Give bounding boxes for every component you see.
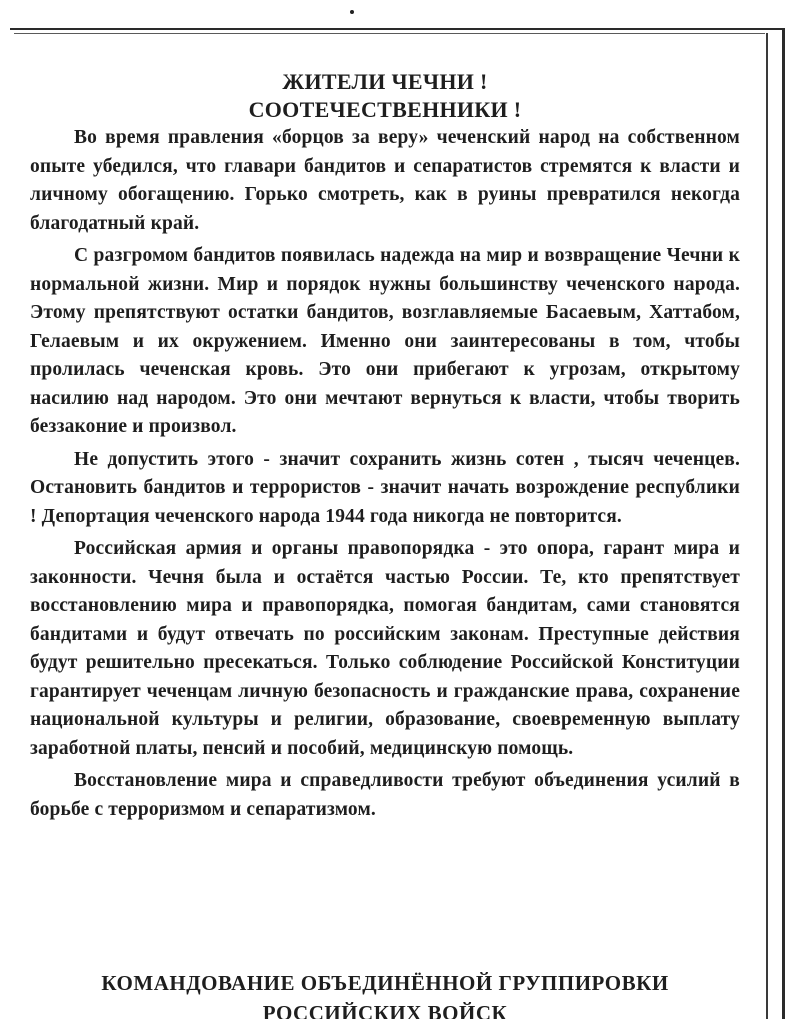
signature-line-2-container xyxy=(30,998,740,1019)
frame-border-right-inner xyxy=(766,33,768,1019)
print-speck xyxy=(350,10,354,14)
paragraph-2: С разгромом бандитов появилась надежда на мир и возвращение Чечни к нормальной жизни. Мир и порядок нужны большинству чеченского народа. Этому препятствуют остатки бандитов, возглавляемые Басаевым, Хаттабом, Гелаевым и их окружением. Именно они заинтересованы в том, чтобы пролилась чеченская кровь. Это они прибегают к угрозам, открытому насилию над народом. Это они мечтают вернуться к власти, чтобы творить беззаконие и произвол. xyxy=(30,245,740,437)
paragraph-5: Восстановление мира и справедливости требуют объединения усилий в борьбе с терроризмом и сепаратизмом. xyxy=(30,770,740,820)
leaflet-body xyxy=(30,68,740,824)
signature-line-2: РОССИЙСКИХ ВОЙСК xyxy=(262,1001,508,1019)
frame-border-right xyxy=(782,28,785,1019)
signature-line-1: КОМАНДОВАНИЕ ОБЪЕДИНЁННОЙ ГРУППИРОВКИ xyxy=(101,971,669,995)
paragraph-3: Не допустить этого - значит сохранить жизнь сотен , тысяч чеченцев. Остановить бандитов и террористов - значит начать возрождение республики ! Депортация чеченского народа 1944 года никогда не повторится. xyxy=(30,448,740,527)
heading-line-1: ЖИТЕЛИ ЧЕЧНИ ! xyxy=(282,69,488,94)
frame-border-top-inner xyxy=(14,33,765,34)
heading-line-2: СООТЕЧЕСТВЕННИКИ ! xyxy=(248,97,522,122)
paragraph-4: Российская армия и органы правопорядка - это опора, гарант мира и законности. Чечня была и остаётся частью России. Те, кто препятствует восстановлению мира и правопорядка, помогая бандитам, сами становятся бандитами и будут отвечать по российским законам. Преступные действия будут решительно пресекаться. Только соблюдение Российской Конституции гарантирует чеченцам личную безопасность и гражданские права, сохранение национальной культуры и религии, образование, своевременную выплату заработной платы, пенсий и пособий, медицинскую помощь. xyxy=(30,538,740,759)
frame-border-top xyxy=(10,28,785,30)
paragraph-1: Во время правления «борцов за веру» чеченский народ на собственном опыте убедился, что главари бандитов и сепаратистов стремятся к власти и личному обогащению. Горько смотреть, как в руины превратился некогда благодатный край. xyxy=(30,127,740,234)
